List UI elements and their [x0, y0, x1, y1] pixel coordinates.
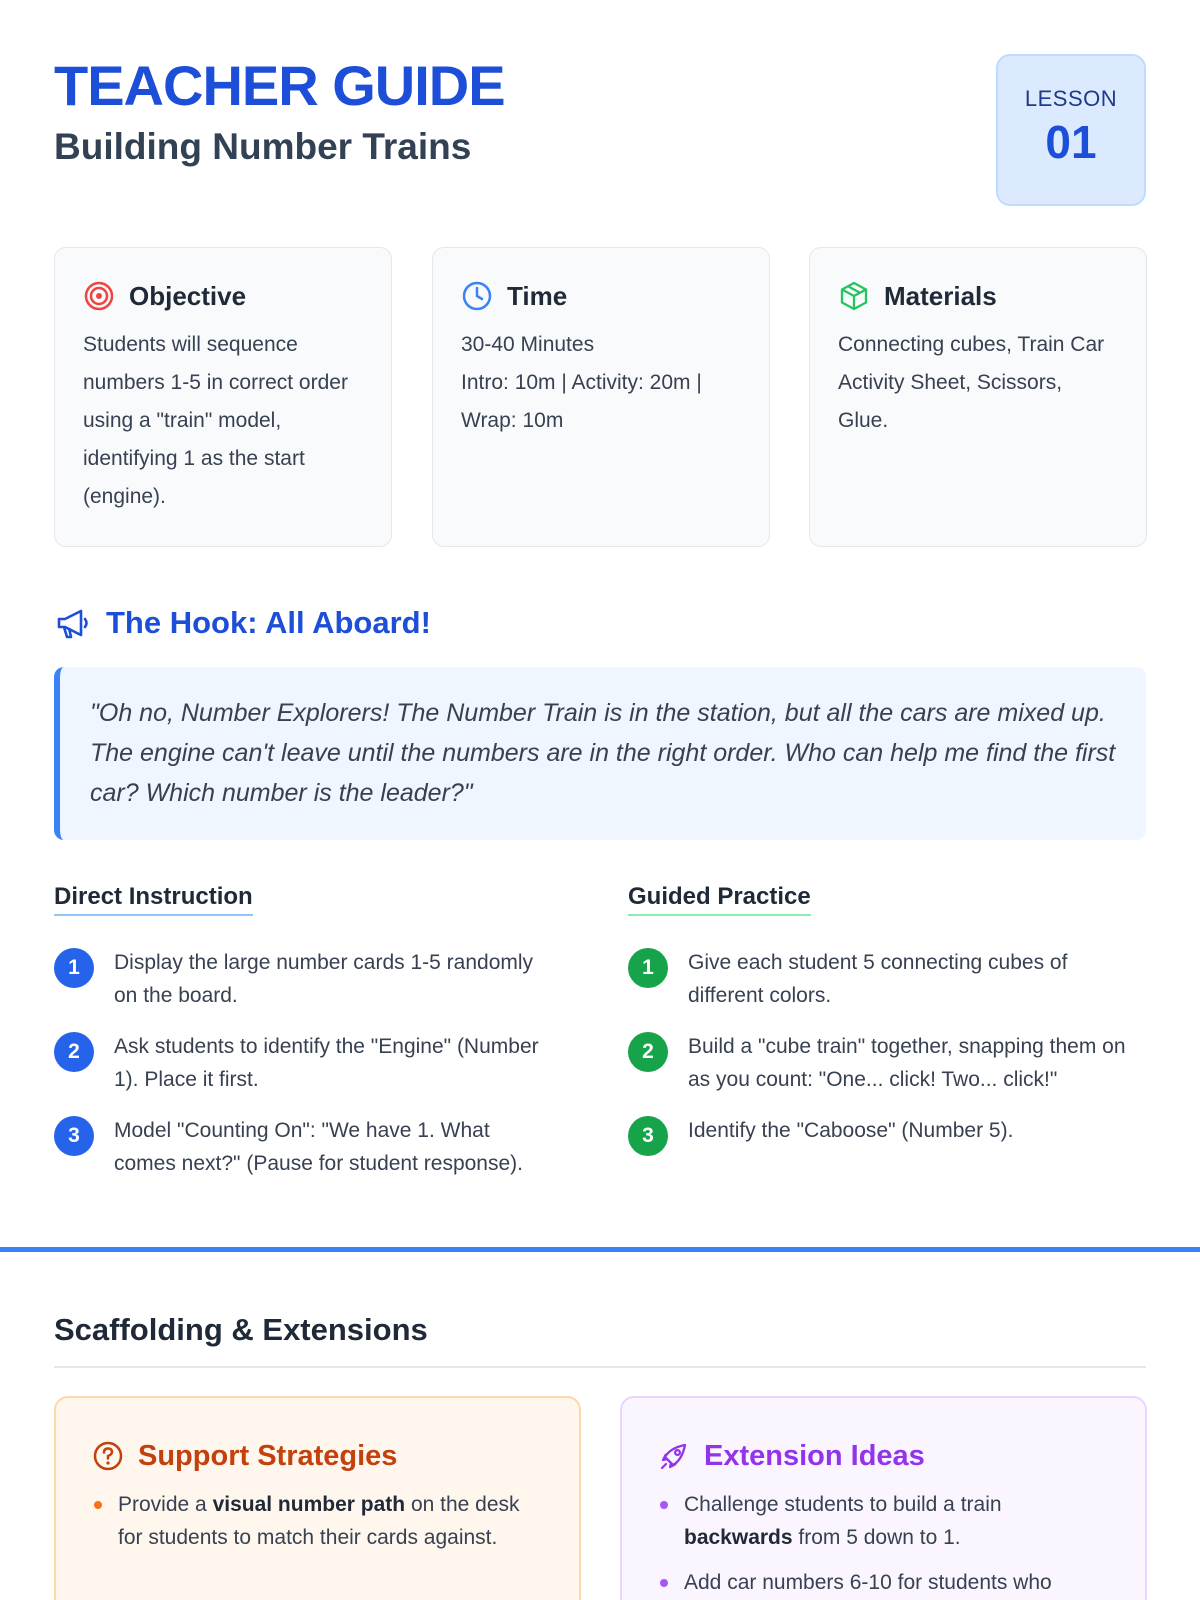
- card-body: Students will sequence numbers 1-5 in correct order using a "train" model, identifying 1 as the start (engine).: [83, 333, 348, 508]
- card-body: Connecting cubes, Train Car Activity Sheet, Scissors, Glue.: [838, 333, 1105, 432]
- divider: [54, 1366, 1146, 1368]
- card-title: Time: [507, 280, 568, 311]
- section-title: Guided Practice: [628, 882, 811, 916]
- help-circle-icon: [92, 1440, 124, 1472]
- step-number: 3: [628, 1116, 668, 1156]
- item-emphasis: backwards: [684, 1526, 793, 1549]
- step-text: Ask students to identify the "Engine" (Number 1). Place it first.: [114, 1035, 539, 1091]
- direct-instruction: [54, 882, 554, 1198]
- card-title: Objective: [129, 280, 247, 311]
- list-item: [628, 1114, 1148, 1156]
- list-item: [54, 1114, 554, 1180]
- step-number: 2: [628, 1032, 668, 1072]
- list-item: [92, 1488, 543, 1554]
- hook-heading: [54, 603, 431, 643]
- rocket-icon: [658, 1440, 690, 1472]
- item-emphasis: visual number path: [212, 1493, 406, 1516]
- step-text: Identify the "Caboose" (Number 5).: [688, 1119, 1014, 1142]
- info-cards: [54, 247, 1146, 547]
- step-number: 1: [54, 948, 94, 988]
- section-title: Direct Instruction: [54, 882, 253, 916]
- item-text: Add car numbers 6-10 for students who: [684, 1571, 1052, 1594]
- list-item: [54, 946, 554, 1012]
- hook-quote: "Oh no, Number Explorers! The Number Train is in the station, but all the cars are mixed up. The engine can't leave until the numbers are in the right order. Who can help me find the first car? Which number is the leader?": [54, 667, 1146, 840]
- list-item: [628, 1030, 1148, 1096]
- page-title: TEACHER GUIDE: [54, 54, 505, 117]
- package-icon: [838, 280, 870, 312]
- item-text: Challenge students to build a train: [684, 1493, 1002, 1516]
- step-text: Give each student 5 connecting cubes of different colors.: [688, 951, 1068, 1007]
- lesson-badge: [996, 54, 1146, 206]
- hook-title: The Hook: All Aboard!: [106, 605, 431, 640]
- list-item: [658, 1566, 1109, 1599]
- megaphone-icon: [54, 604, 92, 642]
- card-body-detail: Intro: 10m | Activity: 20m | Wrap: 10m: [461, 371, 702, 432]
- step-text: Build a "cube train" together, snapping them on as you count: "One... click! Two... click!": [688, 1035, 1126, 1091]
- step-number: 1: [628, 948, 668, 988]
- lesson-number: 01: [1045, 116, 1097, 168]
- list-item: [658, 1488, 1109, 1554]
- scaffolding-title: Scaffolding & Extensions: [54, 1312, 428, 1347]
- support-strategies-box: [54, 1396, 581, 1600]
- step-number: 2: [54, 1032, 94, 1072]
- section-divider: [0, 1247, 1200, 1252]
- step-text: Model "Counting On": "We have 1. What comes next?" (Pause for student response).: [114, 1119, 523, 1175]
- box-title: Support Strategies: [138, 1439, 398, 1472]
- card-body: 30-40 Minutes: [461, 333, 595, 356]
- clock-icon: [461, 280, 493, 312]
- materials-card: [809, 247, 1147, 547]
- card-title: Materials: [884, 280, 997, 311]
- objective-card: [54, 247, 392, 547]
- time-card: [432, 247, 770, 547]
- item-text: Provide a: [118, 1493, 213, 1516]
- extension-ideas-box: [620, 1396, 1147, 1600]
- page-subtitle: Building Number Trains: [54, 126, 472, 167]
- list-item: [54, 1030, 554, 1096]
- step-text: Display the large number cards 1-5 randomly on the board.: [114, 951, 534, 1007]
- box-title: Extension Ideas: [704, 1439, 925, 1472]
- guided-practice: [628, 882, 1148, 1174]
- item-text: from 5 down to 1.: [792, 1526, 961, 1549]
- lesson-label: LESSON: [1024, 86, 1118, 111]
- step-number: 3: [54, 1116, 94, 1156]
- item-text: on the desk for students to match their cards against.: [118, 1493, 520, 1549]
- target-icon: [83, 280, 115, 312]
- list-item: [628, 946, 1148, 1012]
- page-header: [54, 52, 1146, 212]
